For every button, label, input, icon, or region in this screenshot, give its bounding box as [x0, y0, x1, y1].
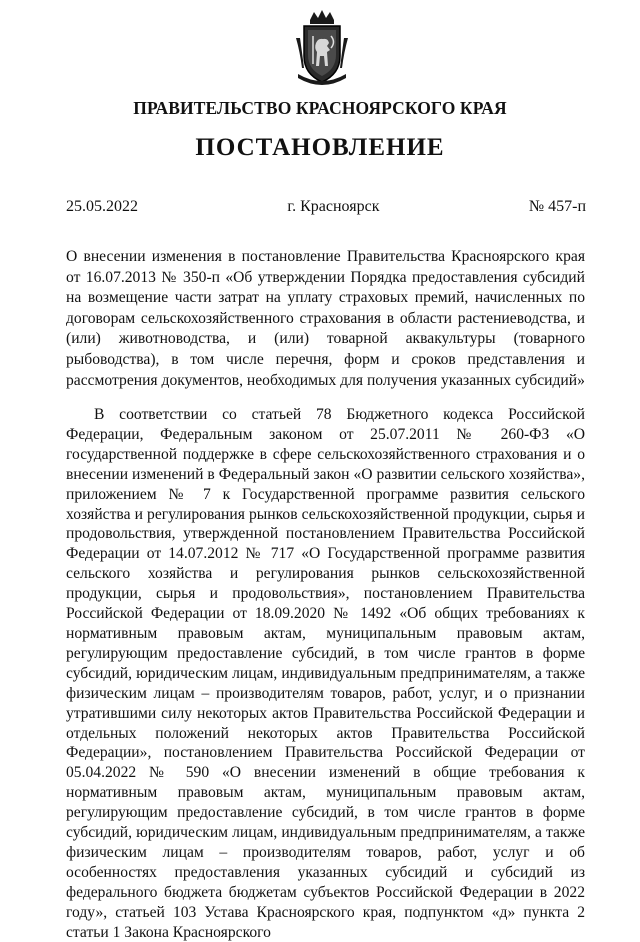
coat-of-arms-icon — [290, 8, 354, 86]
document-date: 25.05.2022 — [66, 198, 138, 215]
document-type-title: ПОСТАНОВЛЕНИЕ — [195, 134, 445, 161]
government-name: ПРАВИТЕЛЬСТВО КРАСНОЯРСКОГО КРАЯ — [133, 98, 507, 118]
document-meta-row — [66, 198, 586, 216]
document-city: г. Красноярск — [287, 198, 380, 215]
document-number: № 457-п — [528, 198, 586, 215]
document-body-paragraph: В соответствии со статьей 78 Бюджетного кодекса Российской Федерации, Федеральным законом от 25.07.2011 № 260-ФЗ «О государственной поддержке в сфере сельскохозяйственного страхования и о внесении изменений в Федеральный закон «О развитии сельского хозяйства», приложением № 7 к Государственной программе развития сельского хозяйства и регулирования рынков сельскохозяйственной продукции, сырья и продовольствия, утвержденной постановлением Правительства Российской Федерации от 14.07.2012 № 717 «О Государственной программе развития сельского хозяйства и регулирования рынков сельскохозяйственной продукции, сырья и продовольствия», постановлением Правительства Российской Федерации от 18.09.2020 № 1492 «Об общих требованиях к нормативным правовым актам, муниципальным правовым актам, регулирующим предоставление субсидий, в том числе грантов в форме субсидий, юридическим лицам, индивидуальным предпринимателям, а также физическим лицам – производителям товаров, работ, услуг, и о признании утратившими силу некоторых актов Правительства Российской Федерации и отдельных положений некоторых актов Правительства Российской Федерации», постановлением Правительства Российской Федерации от 05.04.2022 № 590 «О внесении изменений в общие требования к нормативным правовым актам, муниципальным правовым актам, регулирующим предоставление субсидий, в том числе грантов в форме субсидий, юридическим лицам, индивидуальным предпринимателям, а также физическим лицам – производителям товаров, работ, услуг и об особенностях предоставления указанных субсидий и субсидий из федерального бюджета бюджетам субъектов Российской Федерации в 2022 году», статьей 103 Устава Красноярского края, подпунктом «д» пункта 2 статьи 1 Закона Красноярского — [66, 406, 585, 941]
document-subject: О внесении изменения в постановление Правительства Красноярского края от 16.07.2013 № 350-п «Об утверждении Порядка предоставления субсидий на возмещение части затрат на уплату страховых премий, начисленных по договорам сельскохозяйственного страхования в области растениеводства, и (или) животноводства, и (или) товарной аквакультуры (товарного рыбоводства), в том числе перечня, форм и сроков представления и рассмотрения документов, необходимых для получения указанных субсидий» — [66, 248, 585, 389]
